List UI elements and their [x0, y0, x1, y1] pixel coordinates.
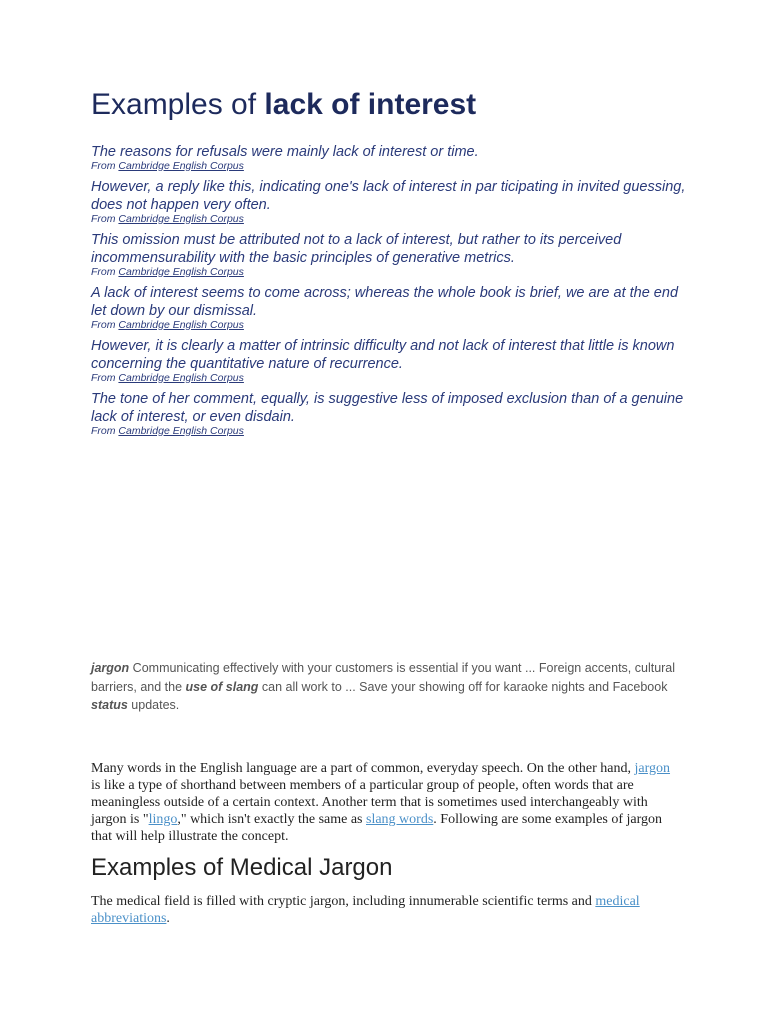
- source-link[interactable]: Cambridge English Corpus: [118, 265, 244, 278]
- snippet-text: Communicating effectively with your customers is essential if you want ... Foreign accents, cultural barriers, and the: [91, 661, 676, 694]
- from-label: From: [91, 318, 116, 331]
- section-heading: Examples of Medical Jargon: [91, 854, 393, 881]
- medical-abbreviations-link[interactable]: medical abbreviations: [91, 894, 640, 926]
- title-term: lack of interest: [264, 88, 477, 121]
- title-prefix: Examples of: [91, 88, 265, 121]
- example-sentence: However, a reply like this, indicating one's lack of interest in par ticipating in invited guessing, does not happen very often.: [91, 178, 686, 213]
- paragraph-text: . Following are some examples of jargon that will help illustrate the concept.: [91, 812, 663, 844]
- snippet-keyword: use of slang: [185, 679, 259, 694]
- jargon-link[interactable]: jargon: [634, 761, 671, 776]
- paragraph-text: Many words in the English language are a part of common, everyday speech. On the other hand,: [91, 761, 635, 776]
- example-item: [91, 284, 691, 331]
- paragraph-text: .: [166, 911, 170, 926]
- medical-paragraph: [91, 893, 671, 927]
- example-sentence: The tone of her comment, equally, is suggestive less of imposed exclusion than of a genuine lack of interest, or even disdain.: [91, 390, 684, 425]
- from-label: From: [91, 212, 116, 225]
- slang-words-link[interactable]: slang words: [366, 812, 434, 827]
- lingo-link[interactable]: lingo: [148, 812, 178, 827]
- example-sentence: The reasons for refusals were mainly lack of interest or time.: [91, 144, 479, 160]
- snippet-keyword: jargon: [91, 661, 130, 675]
- example-item: [91, 143, 691, 172]
- source-link[interactable]: Cambridge English Corpus: [118, 318, 244, 331]
- example-item: [91, 337, 691, 384]
- example-item: [91, 231, 691, 278]
- from-label: From: [91, 371, 116, 384]
- example-source: [91, 319, 691, 331]
- example-source: [91, 213, 691, 225]
- examples-list: [91, 143, 691, 443]
- source-link[interactable]: Cambridge English Corpus: [118, 371, 244, 384]
- paragraph-text: ," which isn't exactly the same as: [177, 812, 366, 827]
- from-label: From: [91, 159, 116, 172]
- example-sentence: However, it is clearly a matter of intrinsic difficulty and not lack of interest that little is known concerning the quantitative nature of recurrence.: [91, 337, 675, 372]
- from-label: From: [91, 424, 116, 437]
- source-link[interactable]: Cambridge English Corpus: [118, 424, 244, 437]
- intro-paragraph: [91, 760, 671, 845]
- snippet-text: updates.: [127, 698, 180, 712]
- page-title: [91, 88, 476, 122]
- paragraph-text: is like a type of shorthand between members of a particular group of people, often words that are meaningless outside of a certain context. Another term that is sometimes used interchangeably with jargon is ": [91, 778, 648, 827]
- source-link[interactable]: Cambridge English Corpus: [118, 159, 244, 172]
- example-item: [91, 390, 691, 437]
- example-source: [91, 425, 691, 437]
- example-sentence: This omission must be attributed not to a lack of interest, but rather to its perceived incommensurability with the basic principles of generative metrics.: [91, 231, 622, 266]
- example-item: [91, 178, 691, 225]
- source-link[interactable]: Cambridge English Corpus: [118, 212, 244, 225]
- search-snippet: [91, 659, 681, 715]
- snippet-text: can all work to ... Save your showing off for karaoke nights and Facebook: [258, 679, 668, 694]
- paragraph-text: The medical field is filled with cryptic jargon, including innumerable scientific terms and: [91, 894, 596, 909]
- example-sentence: A lack of interest seems to come across; whereas the whole book is brief, we are at the end let down by our dismissal.: [91, 284, 679, 319]
- snippet-keyword: status: [91, 698, 128, 712]
- from-label: From: [91, 265, 116, 278]
